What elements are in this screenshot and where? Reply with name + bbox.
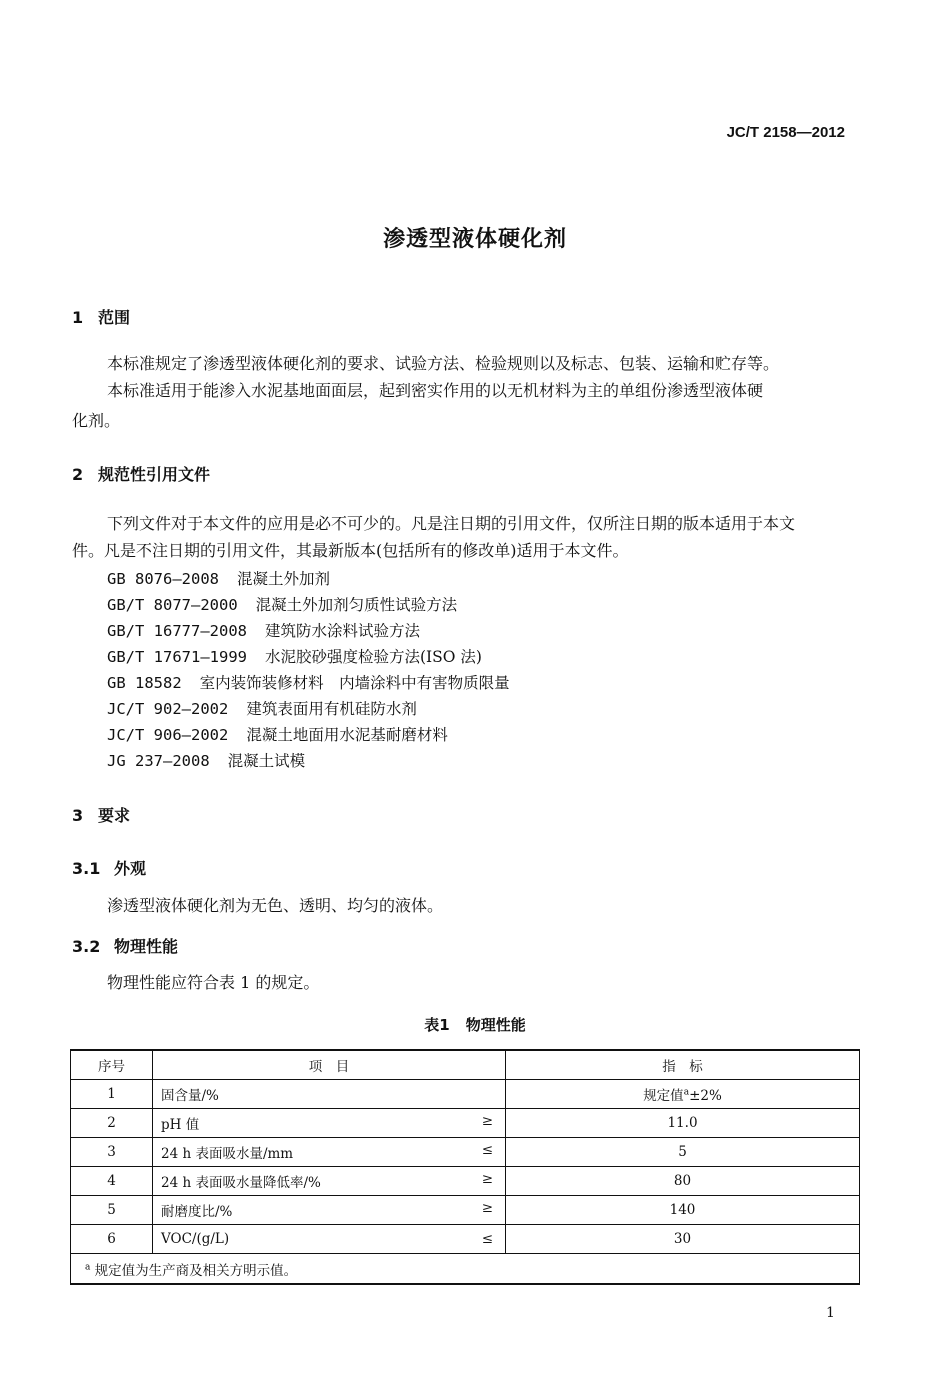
reference-code: GB 8076—2008 [107, 570, 219, 588]
spec-tail: ±2% [689, 1088, 722, 1104]
row-spec [506, 1109, 860, 1138]
reference-code: JG 237—2008 [107, 752, 210, 770]
paragraph: 本标准规定了渗透型液体硬化剂的要求、试验方法、检验规则以及标志、包装、运输和贮存等。 [107, 354, 780, 373]
reference-title: 建筑防水涂料试验方法 [264, 622, 420, 640]
row-spec [506, 1080, 860, 1109]
table-row [71, 1196, 860, 1225]
item-name: VOC/(g/L) [161, 1231, 230, 1247]
reference-title: 水泥胶砂强度检验方法(ISO 法) [264, 648, 482, 666]
section-number: 3 [72, 806, 84, 825]
reference-item [107, 697, 417, 719]
comparison-operator: ≥ [481, 1113, 493, 1129]
row-number: 6 [71, 1225, 153, 1254]
spec-value: 30 [673, 1231, 692, 1247]
table-row [71, 1167, 860, 1196]
item-name: pH 值 [161, 1117, 200, 1133]
row-item [153, 1225, 506, 1254]
section-heading-1 [72, 305, 130, 328]
section-title: 外观 [114, 859, 147, 878]
reference-title: 混凝土外加剂匀质性试验方法 [255, 596, 458, 614]
item-name: 24 h 表面吸水量降低率/% [161, 1175, 321, 1191]
spec-value: 140 [669, 1202, 696, 1218]
paragraph: 本标准适用于能渗入水泥基地面面层，起到密实作用的以无机材料为主的单组份渗透型液体硬 [107, 381, 764, 400]
reference-title: 混凝土试模 [227, 752, 306, 770]
section-heading-2 [72, 462, 210, 485]
table-caption [0, 1014, 950, 1035]
row-spec [506, 1138, 860, 1167]
section-number: 2 [72, 465, 84, 484]
section-title: 规范性引用文件 [98, 465, 211, 484]
table-header-row [71, 1050, 860, 1080]
row-spec [506, 1167, 860, 1196]
reference-code: GB/T 17671—1999 [107, 648, 247, 666]
column-header-spec: 指 标 [506, 1050, 860, 1080]
item-name: 24 h 表面吸水量/mm [161, 1146, 294, 1162]
footnote-mark: a [85, 1262, 91, 1272]
table-number: 表1 [424, 1016, 450, 1034]
row-number: 4 [71, 1167, 153, 1196]
subsection-heading-3-2 [72, 934, 178, 957]
spec-value: 规定值 [643, 1088, 684, 1104]
reference-code: JC/T 902—2002 [107, 700, 229, 718]
table-footnote-row [71, 1254, 860, 1285]
row-item [153, 1080, 506, 1109]
table-row [71, 1138, 860, 1167]
table-title: 物理性能 [465, 1016, 526, 1034]
paragraph: 物理性能应符合表 1 的规定。 [107, 973, 320, 992]
reference-title: 建筑表面用有机硅防水剂 [246, 700, 417, 718]
column-header-no: 序号 [71, 1050, 153, 1080]
reference-title: 混凝土外加剂 [236, 570, 330, 588]
spec-value: 5 [678, 1144, 687, 1160]
row-item [153, 1138, 506, 1167]
paragraph: 渗透型液体硬化剂为无色、透明、均匀的液体。 [107, 896, 444, 915]
page-number: 1 [826, 1305, 835, 1321]
row-item [153, 1196, 506, 1225]
standard-number: JC/T 2158—2012 [726, 124, 845, 141]
row-item [153, 1109, 506, 1138]
reference-title: 混凝土地面用水泥基耐磨材料 [246, 726, 448, 744]
comparison-operator: ≥ [481, 1200, 493, 1216]
comparison-operator: ≤ [481, 1142, 493, 1158]
row-spec [506, 1196, 860, 1225]
table-row [71, 1225, 860, 1254]
physical-properties-table [70, 1049, 860, 1285]
reference-code: GB/T 8077—2000 [107, 596, 238, 614]
spec-value: 11.0 [667, 1115, 698, 1131]
section-heading-3 [72, 803, 130, 826]
footnote-mark: a [683, 1087, 690, 1098]
comparison-operator: ≥ [481, 1171, 493, 1187]
section-title: 要求 [98, 806, 131, 825]
reference-item [107, 593, 457, 615]
column-header-item: 项 目 [153, 1050, 506, 1080]
table-footnote [71, 1254, 860, 1285]
paragraph-continuation: 化剂。 [72, 411, 121, 430]
reference-code: GB 18582 [107, 674, 182, 692]
paragraph-continuation: 件。凡是不注日期的引用文件，其最新版本(包括所有的修改单)适用于本文件。 [72, 541, 629, 560]
row-spec [506, 1225, 860, 1254]
row-number: 3 [71, 1138, 153, 1167]
reference-code: GB/T 16777—2008 [107, 622, 247, 640]
reference-item [107, 567, 330, 589]
item-name: 固含量/% [161, 1088, 219, 1104]
subsection-heading-3-1 [72, 856, 146, 879]
item-name: 耐磨度比/% [161, 1204, 233, 1220]
section-title: 范围 [98, 308, 131, 327]
section-number: 3.2 [72, 937, 101, 956]
row-number: 5 [71, 1196, 153, 1225]
section-number: 3.1 [72, 859, 101, 878]
row-item [153, 1167, 506, 1196]
comparison-operator: ≤ [481, 1231, 493, 1247]
row-number: 2 [71, 1109, 153, 1138]
reference-item [107, 723, 448, 745]
reference-item [107, 671, 510, 693]
table-row [71, 1109, 860, 1138]
reference-item [107, 619, 420, 641]
reference-item [107, 749, 305, 771]
footnote-text: 规定值为生产商及相关方明示值。 [94, 1262, 298, 1279]
spec-value: 80 [673, 1173, 692, 1189]
table-row [71, 1080, 860, 1109]
document-title: 渗透型液体硬化剂 [382, 227, 567, 252]
section-number: 1 [72, 308, 84, 327]
reference-code: JC/T 906—2002 [107, 726, 229, 744]
reference-item [107, 645, 482, 667]
row-number: 1 [71, 1080, 153, 1109]
reference-title: 室内装饰装修材料 内墙涂料中有害物质限量 [199, 674, 510, 692]
paragraph: 下列文件对于本文件的应用是必不可少的。凡是注日期的引用文件，仅所注日期的版本适用于本文 [107, 514, 796, 533]
section-title: 物理性能 [114, 937, 179, 956]
